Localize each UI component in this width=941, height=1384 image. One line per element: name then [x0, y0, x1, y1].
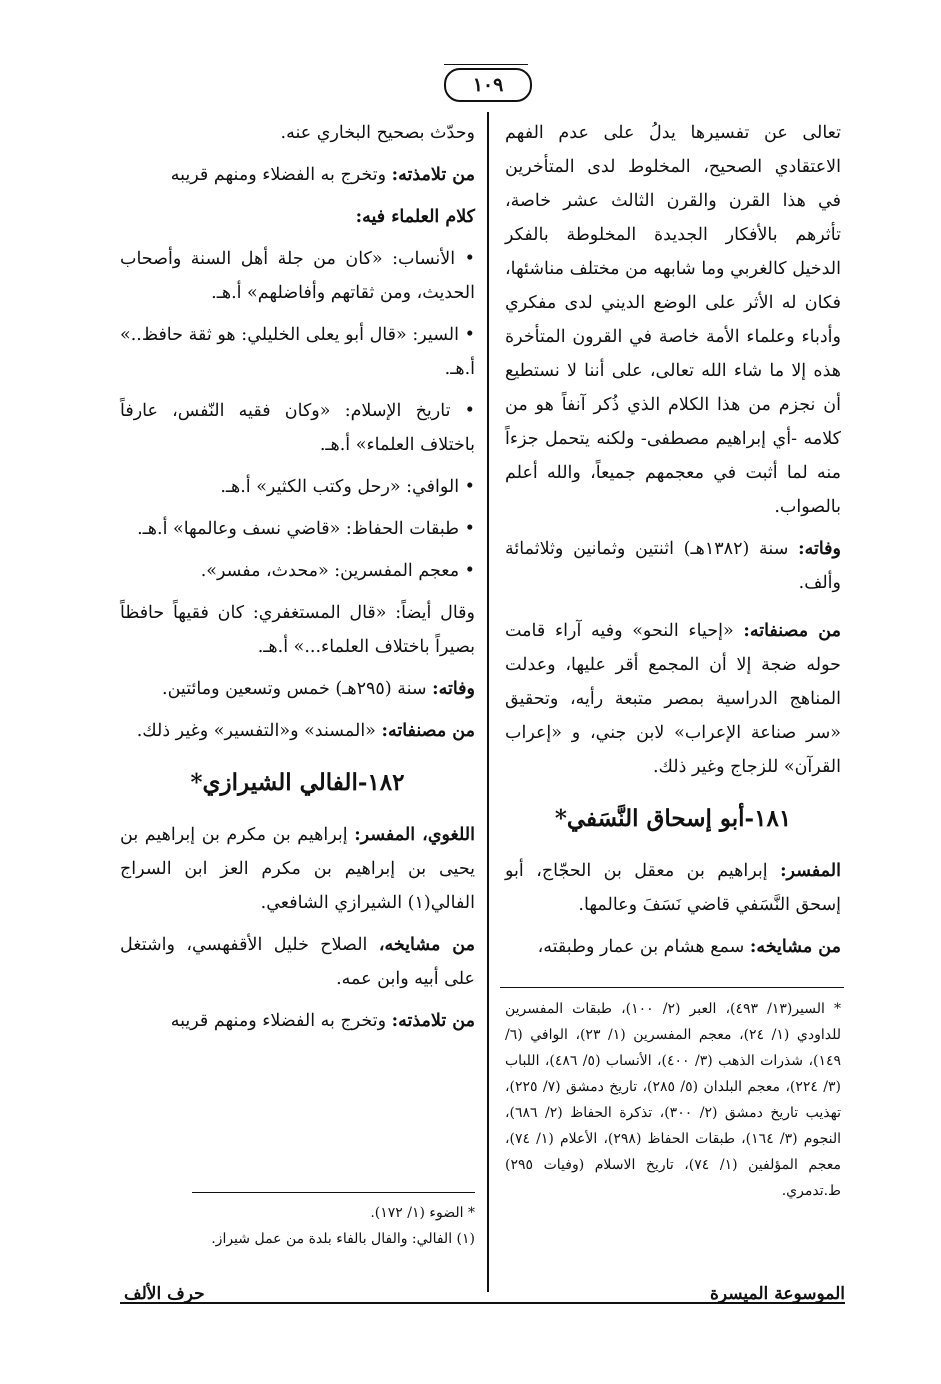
linguist-text: إبراهيم بن مكرم بن إبراهيم بن يحيى بن إبراهيم بن مكرم العز ابن السراج الفالي(١) الشيرازي الشافعي.	[120, 825, 475, 913]
paragraph: تعالى عن تفسيرها يدلُ على عدم الفهم الاعتقادي الصحيح، المخلوط لدى المتأخرين في هذا القرن والقرن الثالث عشر خاصة، تأثرهم بالأفكار الجديدة المخلوطة بالفكر الدخيل كالغربي وما شابهه من مختلف مناشئها، فكان له الأثر على الوضع الديني لدى مفكري وأدباء وعلماء الأمة خاصة في القرون المتأخرة هذه إلا ما شاء الله تعالى، على أننا لا نستطيع أن نجزم من هذا الكلام الذي ذُكر آنفاً هو من كلامه -أي إبراهيم مصطفى- ولكنه يتحمل جزءاً منه لما أثبت في معجمهم جميعاً، والله أعلم بالصواب.	[505, 123, 841, 517]
quote-item: • طبقات الحفاظ: «قاضي نسف وعالمها» أ.هـ.	[137, 519, 475, 539]
death-label: وفاته:	[798, 539, 841, 559]
footer-encyclopedia-title: الموسوعة الميسرة	[709, 1284, 845, 1304]
death-entry	[120, 672, 475, 706]
quote-item: • الوافي: «رحل وكتب الكثير» أ.هـ.	[220, 477, 475, 497]
footer-encyclopedia	[710, 1284, 845, 1304]
students-entry	[120, 158, 475, 192]
mufassir-label: المفسر:	[780, 861, 841, 881]
teachers-text: سمع هشام بن عمار وطبقته،	[537, 937, 745, 957]
teachers-text: الصلاح خليل الأقفهسي، واشتغل على أبيه وابن عمه.	[120, 935, 475, 989]
teachers-label: من مشايخه:	[749, 937, 841, 957]
left-footnotes	[120, 1200, 475, 1252]
works-label: من مصنفاته:	[743, 621, 842, 641]
students-label: من تلامذته:	[391, 1011, 475, 1031]
students-label: من تلامذته:	[391, 165, 475, 185]
students-text: وتخرج به الفضلاء ومنهم قريبه	[170, 1011, 387, 1031]
page-number: ١٠٩	[444, 68, 532, 102]
quote-item: • تاريخ الإسلام: «وكان فقيه النّفس، عارفاً باختلاف العلماء» أ.هـ.	[120, 401, 475, 455]
intro-text: وحدّث بصحيح البخاري عنه.	[280, 123, 475, 143]
footnote-item: * الضوء (١/ ١٧٢).	[370, 1205, 475, 1221]
scholars-label: كلام العلماء فيه:	[355, 207, 475, 227]
works-label: من مصنفاته:	[381, 721, 475, 741]
entry-heading-181: ١٨١-أبو إسحاق النَّسَفي*	[554, 805, 792, 832]
teachers-entry	[120, 928, 475, 996]
footnote-separator	[500, 987, 844, 988]
also-said: وقال أيضاً: «قال المستغفري: كان فقيهاً حافظاً بصيراً باختلاف العلماء...» أ.هـ.	[120, 603, 475, 657]
footer-section	[124, 1284, 205, 1304]
students-entry	[120, 1004, 475, 1038]
quote-item: • الأنساب: «كان من جلة أهل السنة وأصحاب الحديث، ومن ثقاتهم وأفاضلهم» أ.هـ.	[120, 249, 475, 303]
column-divider	[487, 112, 489, 1292]
footer-letter-section: حرف الألف	[124, 1284, 205, 1304]
works-text: «إحياء النحو» وفيه آراء قامت حوله ضجة إلا أن المجمع أقر عليها، وعدلت المناهج الدراسية بمصر متبعة رأيه، وتحقيق «سر صناعة الإعراب» لابن جني، و «إعراب القرآن» للزجاج وغير ذلك.	[505, 621, 841, 777]
teachers-entry	[505, 930, 841, 964]
footnote-item: (١) الفالي: والفال بالفاء بلدة من عمل شيراز.	[211, 1231, 475, 1247]
works-entry	[505, 614, 841, 784]
entry-heading-182: ١٨٢-الفالي الشيرازي*	[190, 769, 405, 796]
teachers-label: من مشايخه،	[378, 935, 475, 955]
death-text: سنة (٢٩٥هـ) خمس وتسعين ومائتين.	[162, 679, 427, 699]
linguist-entry	[120, 818, 475, 920]
death-text: سنة (١٣٨٢هـ) اثنتين وثمانين وثلاثمائة وألف.	[505, 539, 841, 593]
death-label: وفاته:	[432, 679, 475, 699]
mufassir-entry	[505, 854, 841, 922]
works-text: «المسند» و«التفسير» وغير ذلك.	[136, 721, 376, 741]
death-entry	[505, 532, 841, 600]
quote-item: • السير: «قال أبو يعلى الخليلي: هو ثقة حافظ..» أ.هـ.	[120, 325, 475, 379]
right-column	[505, 116, 841, 972]
left-column	[120, 116, 475, 1046]
footnote-sources: * السير(١٣/ ٤٩٣)، العبر (٢/ ١٠٠)، طبقات المفسرين للداودي (١/ ٢٤)، معجم المفسرين (١/ ٢٣)، الوافي (٦/ ١٤٩)، شذرات الذهب (٣/ ٤٠٠)، الأنساب (٥/ ٤٨٦)، اللباب (٣/ ٢٢٤)، معجم البلدان (٥/ ٢٨٥)، تاريخ دمشق (٧/ ٢٢٥)، تهذيب تاريخ دمشق (٢/ ٣٠٠)، تذكرة الحفاظ (٢/ ٦٨٦)، النجوم (٣/ ١٦٤)، طبقات الحفاظ (٢٩٨)، الأعلام (١/ ٧٤)، معجم المؤلفين (١/ ٧٤)، تاريخ الاسلام (وفيات ٢٩٥) ط.تدمري.	[505, 1001, 842, 1199]
footnote-separator	[192, 1192, 475, 1193]
mufassir-text: إبراهيم بن معقل بن الحجّاج، أبو إسحق النَّسَفي قاضي نَسَفَ وعالمها.	[505, 861, 841, 915]
works-entry	[120, 714, 475, 748]
linguist-label: اللغوي، المفسر:	[354, 825, 475, 845]
right-footnote	[505, 996, 841, 1204]
students-text: وتخرج به الفضلاء ومنهم قريبه	[170, 165, 387, 185]
quote-item: • معجم المفسرين: «محدث، مفسر».	[200, 561, 475, 581]
